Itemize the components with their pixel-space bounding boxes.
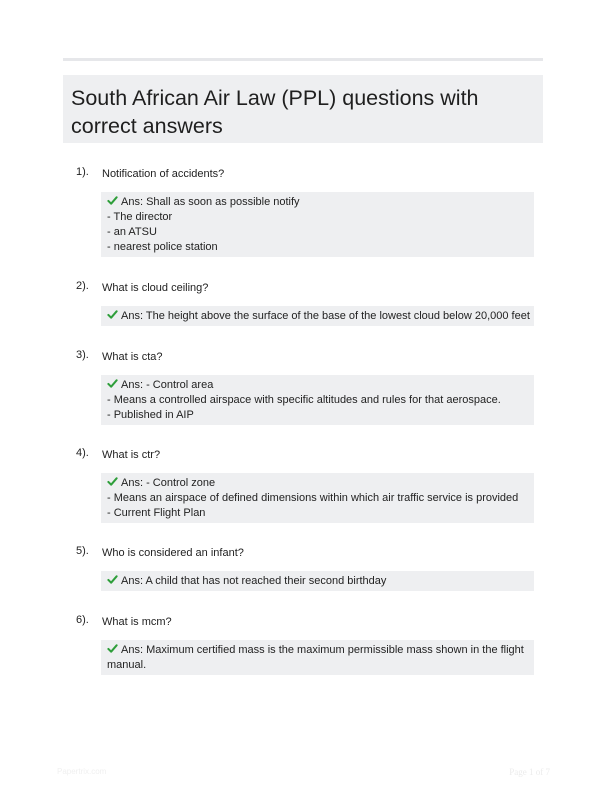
check-icon [107, 195, 118, 206]
question-item [63, 280, 543, 322]
question-item [63, 447, 543, 519]
question-number: 2). [76, 280, 89, 292]
question-number: 4). [76, 447, 89, 459]
answer-line: - an ATSU [107, 226, 157, 238]
answer-box [101, 571, 534, 591]
answer-box [101, 306, 534, 326]
top-divider [63, 58, 543, 61]
answer-line [107, 309, 528, 324]
check-icon [107, 574, 118, 585]
answer-text: Ans: - Control zone [121, 477, 216, 489]
check-icon [107, 476, 118, 487]
answer-line [107, 378, 528, 393]
page-number: Page 1 of 7 [509, 767, 550, 777]
question-number: 1). [76, 166, 89, 178]
answer-line: - Published in AIP [107, 409, 194, 421]
answer-box [101, 640, 534, 675]
check-icon [107, 378, 118, 389]
answer-line: manual. [107, 659, 147, 671]
title-banner [63, 75, 543, 143]
check-icon [107, 643, 118, 654]
question-text: What is ctr? [102, 449, 161, 461]
question-item [63, 166, 543, 253]
question-text: What is mcm? [102, 616, 172, 628]
check-icon [107, 309, 118, 320]
answer-line [107, 195, 528, 210]
question-number: 5). [76, 545, 89, 557]
question-item [63, 614, 543, 671]
answer-line: - Means a controlled airspace with specific altitudes and rules for that aerospace. [107, 394, 501, 406]
document-title [71, 84, 535, 140]
question-number: 3). [76, 349, 89, 361]
answer-line: - nearest police station [107, 241, 218, 253]
answer-box [101, 375, 534, 425]
answer-line [107, 476, 528, 491]
answer-text: Ans: Shall as soon as possible notify [121, 196, 300, 208]
title-line-2: correct answers [71, 114, 223, 138]
question-item [63, 349, 543, 421]
question-text: Who is considered an infant? [102, 547, 244, 559]
answer-text: Ans: - Control area [121, 379, 214, 391]
title-line-1: South African Air Law (PPL) questions with [71, 86, 479, 110]
question-number: 6). [76, 614, 89, 626]
answer-text: Ans: The height above the surface of the base of the lowest cloud below 20,000 feet [121, 310, 530, 322]
question-text: What is cloud ceiling? [102, 282, 209, 294]
answer-line: - Current Flight Plan [107, 507, 206, 519]
answer-box [101, 473, 534, 523]
question-text: What is cta? [102, 351, 163, 363]
answer-line: - Means an airspace of defined dimensions within which air traffic service is provided [107, 492, 519, 504]
question-text: Notification of accidents? [102, 168, 225, 180]
answer-line [107, 574, 528, 589]
answer-line [107, 643, 528, 658]
answer-text: Ans: A child that has not reached their second birthday [121, 575, 387, 587]
question-item [63, 545, 543, 587]
answer-line: - The director [107, 211, 173, 223]
footer-watermark: Papertrix.com [57, 767, 107, 776]
answer-text: Ans: Maximum certified mass is the maximum permissible mass shown in the flight [121, 644, 524, 656]
answer-box [101, 192, 534, 257]
